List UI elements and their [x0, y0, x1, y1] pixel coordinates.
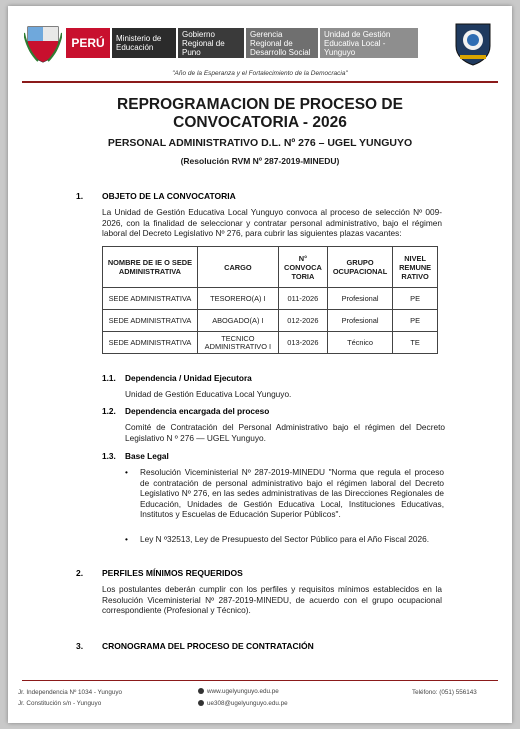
legal-basis-item: Resolución Viceministerial Nº 287-2019-MINEDU "Norma que regula el proceso de contratación de personal administrativo bajo el régimen laboral del Decreto Legislativo Nº 276, en las sedes administrativas de las Direcciones Regionales de Educación, Unidades de Gestión Educativa Local, Instituciones Educativas, Institutos y Escuelas de Educación Superior Públicos". — [140, 467, 444, 519]
letterhead — [22, 20, 498, 66]
cell-grupo: Técnico — [327, 332, 392, 354]
col-header-nivel: NIVEL REMUNE RATIVO — [393, 247, 438, 288]
cell-sede: SEDE ADMINISTRATIVA — [103, 332, 198, 354]
subsection-1-2-text: Comité de Contratación del Personal Administrativo bajo el régimen del Decreto Legislativo N º 276 — UGEL Yunguyo. — [125, 422, 445, 443]
footer-web — [198, 688, 279, 695]
footer-email — [198, 700, 288, 707]
footer-address-1: Jr. Independencia Nº 1034 - Yunguyo — [18, 689, 123, 696]
institution-gerencia: Gerencia Regional de Desarrollo Social — [246, 28, 318, 58]
cell-convocatoria: 013-2026 — [278, 332, 327, 354]
cell-sede: SEDE ADMINISTRATIVA — [103, 288, 198, 310]
section-2-heading: PERFILES MÍNIMOS REQUERIDOS — [102, 568, 243, 578]
section-3-number: 3. — [76, 641, 84, 651]
cell-cargo: TECNICO ADMINISTRATIVO I — [197, 332, 278, 354]
table-row — [103, 310, 438, 332]
footer-email-link[interactable]: ue308@ugelyunguyo.edu.pe — [207, 700, 288, 707]
legal-basis-item: Ley N º32513, Ley de Presupuesto del Sector Público para el Año Fiscal 2026. — [140, 534, 429, 544]
coat-of-arms-icon — [24, 23, 62, 63]
footer-web-link[interactable]: www.ugelyunguyo.edu.pe — [207, 688, 279, 695]
cell-nivel: PE — [393, 288, 438, 310]
subsection-1-1-heading: Dependencia / Unidad Ejecutora — [125, 373, 252, 383]
cell-grupo: Profesional — [327, 288, 392, 310]
cell-cargo: ABOGADO(A) I — [197, 310, 278, 332]
cell-convocatoria: 012-2026 — [278, 310, 327, 332]
section-1-heading: OBJETO DE LA CONVOCATORIA — [102, 191, 236, 201]
vacancies-table — [102, 246, 438, 354]
cell-cargo: TESORERO(A) I — [197, 288, 278, 310]
subsection-1-3-heading: Base Legal — [125, 451, 169, 461]
section-1-number: 1. — [76, 191, 84, 201]
document-title: REPROGRAMACION DE PROCESO DE CONVOCATORIA - 2026 — [117, 96, 403, 131]
cell-convocatoria: 011-2026 — [278, 288, 327, 310]
globe-icon — [198, 688, 204, 694]
cell-sede: SEDE ADMINISTRATIVA — [103, 310, 198, 332]
mail-icon — [198, 700, 204, 706]
peru-brand: PERÚ — [66, 28, 110, 58]
footer-address-2: Jr. Constitución s/n - Yunguyo — [18, 700, 102, 707]
col-header-grupo: GRUPO OCUPACIONAL — [327, 247, 392, 288]
table-header-row — [103, 247, 438, 288]
header-rule — [22, 81, 498, 83]
section-1-text: La Unidad de Gestión Educativa Local Yunguyo convoca al proceso de selección Nº 009-2026, con la finalidad de seleccionar y contratar personal administrativo, bajo el régimen laboral del Decreto Legislativo Nº 276, para cubrir las siguientes plazas vacantes: — [102, 207, 442, 238]
subsection-1-2-heading: Dependencia encargada del proceso — [125, 406, 270, 416]
subsection-1-1-number: 1.1. — [102, 373, 116, 383]
subsection-1-2-number: 1.2. — [102, 406, 116, 416]
footer-rule — [22, 680, 498, 681]
subsection-1-3-number: 1.3. — [102, 451, 116, 461]
year-motto: "Año de la Esperanza y el Fortalecimiento de la Democracia" — [172, 70, 348, 77]
document-page — [8, 6, 512, 723]
subsection-1-1-text: Unidad de Gestión Educativa Local Yunguyo. — [125, 389, 292, 399]
col-header-cargo: CARGO — [197, 247, 278, 288]
cell-grupo: Profesional — [327, 310, 392, 332]
section-2-text: Los postulantes deberán cumplir con los perfiles y requisitos mínimos establecidos en la Resolución Viceministerial Nº 287-2019-MINEDU, de acuerdo con el grupo ocupacional correspondiente (Profesional y Técnico). — [102, 584, 442, 615]
section-3-heading: CRONOGRAMA DEL PROCESO DE CONTRATACIÓN — [102, 641, 314, 651]
bullet-icon: • — [125, 534, 128, 544]
ugel-logo-icon — [452, 20, 494, 66]
cell-nivel: PE — [393, 310, 438, 332]
col-header-convocatoria: N° CONVOCA TORIA — [278, 247, 327, 288]
cell-nivel: TE — [393, 332, 438, 354]
institution-gore-puno: Gobierno Regional de Puno — [178, 28, 244, 58]
bullet-icon: • — [125, 467, 128, 477]
document-subtitle: PERSONAL ADMINISTRATIVO D.L. Nº 276 – UGEL YUNGUYO — [107, 137, 413, 149]
institution-ugel: Unidad de Gestión Educativa Local - Yunguyo — [320, 28, 418, 58]
footer-phone: Teléfono: (051) 556143 — [412, 689, 477, 696]
section-2-number: 2. — [76, 568, 84, 578]
col-header-sede: NOMBRE DE IE O SEDE ADMINISTRATIVA — [103, 247, 198, 288]
table-row — [103, 288, 438, 310]
institution-minedu: Ministerio de Educación — [112, 28, 176, 58]
resolution-reference: (Resolución RVM Nº 287-2019-MINEDU) — [180, 156, 340, 166]
table-row — [103, 332, 438, 354]
